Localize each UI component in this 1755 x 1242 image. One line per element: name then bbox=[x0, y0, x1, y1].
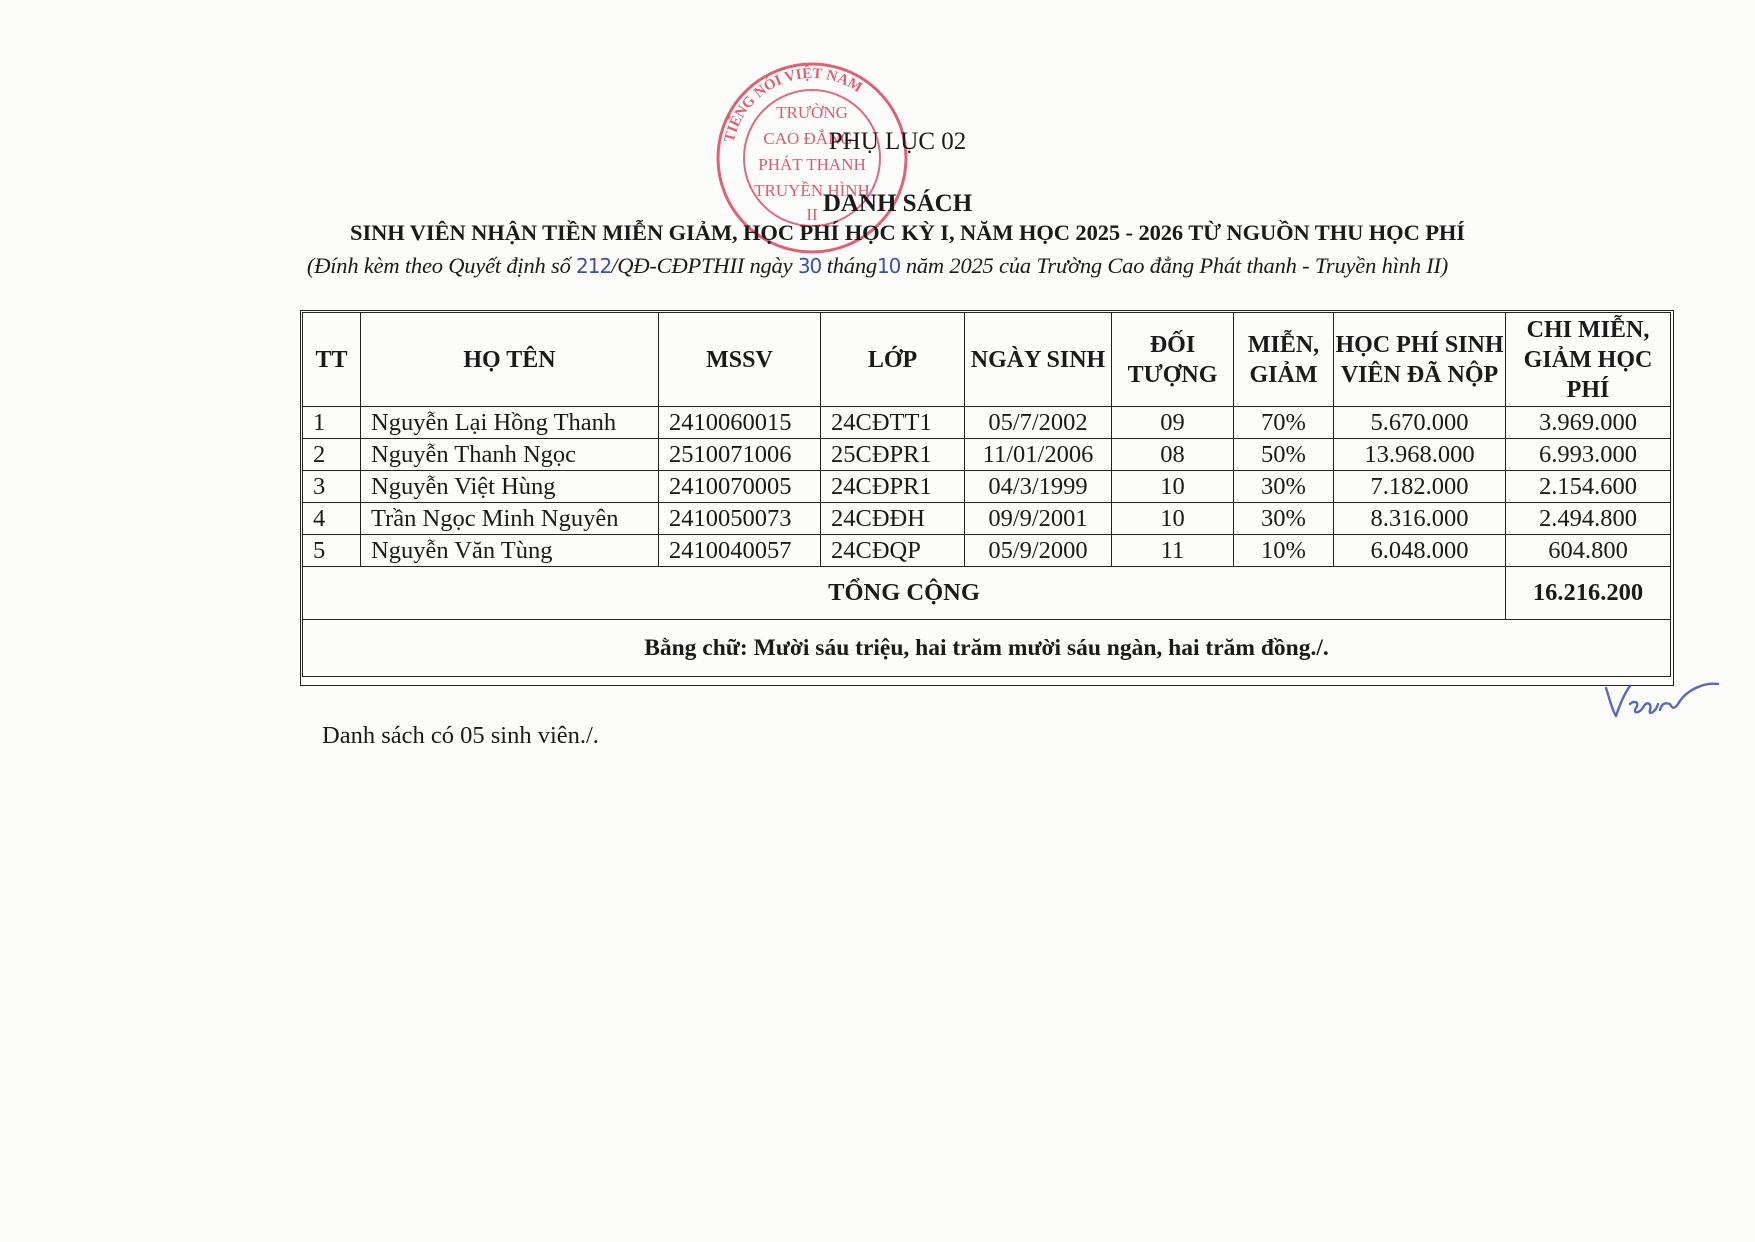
cell-class: 24CĐĐH bbox=[821, 503, 965, 535]
header-dob: NGÀY SINH bbox=[965, 313, 1112, 407]
header-refund: CHI MIỄN, GIẢM HỌC PHÍ bbox=[1506, 313, 1671, 407]
cell-tt: 5 bbox=[303, 535, 361, 567]
cell-name: Nguyễn Thanh Ngọc bbox=[361, 439, 659, 471]
cell-name: Trần Ngọc Minh Nguyên bbox=[361, 503, 659, 535]
cell-dob: 11/01/2006 bbox=[965, 439, 1112, 471]
total-value: 16.216.200 bbox=[1506, 567, 1671, 620]
attachment-close: ) bbox=[1440, 253, 1449, 278]
cell-rate: 30% bbox=[1234, 503, 1334, 535]
cell-rate: 10% bbox=[1234, 535, 1334, 567]
student-list-table bbox=[302, 312, 1671, 677]
cell-id: 2410060015 bbox=[659, 407, 821, 439]
cell-name: Nguyễn Lại Hồng Thanh bbox=[361, 407, 659, 439]
cell-id: 2410070005 bbox=[659, 471, 821, 503]
header-category: ĐỐI TƯỢNG bbox=[1112, 313, 1234, 407]
cell-name: Nguyễn Văn Tùng bbox=[361, 535, 659, 567]
cell-paid: 7.182.000 bbox=[1334, 471, 1506, 503]
appendix-label: PHỤ LỤC 02 bbox=[828, 128, 967, 155]
table-row bbox=[303, 471, 1671, 503]
svg-text:TRUYỀN HÌNH: TRUYỀN HÌNH bbox=[754, 181, 870, 200]
attachment-text-1: Đính kèm theo Quyết định số bbox=[314, 253, 577, 278]
cell-category: 10 bbox=[1112, 471, 1234, 503]
cell-tt: 1 bbox=[303, 407, 361, 439]
amount-in-words-row bbox=[303, 620, 1671, 677]
handwritten-initials bbox=[1600, 674, 1720, 724]
cell-paid: 6.048.000 bbox=[1334, 535, 1506, 567]
attachment-text-2: /QĐ-CĐPTHII ngày bbox=[611, 253, 798, 278]
attachment-note bbox=[0, 253, 1755, 279]
cell-dob: 05/7/2002 bbox=[965, 407, 1112, 439]
cell-id: 2510071006 bbox=[659, 439, 821, 471]
header-class: LỚP bbox=[821, 313, 965, 407]
cell-refund: 2.154.600 bbox=[1506, 471, 1671, 503]
cell-id: 2410050073 bbox=[659, 503, 821, 535]
cell-rate: 30% bbox=[1234, 471, 1334, 503]
cell-category: 10 bbox=[1112, 503, 1234, 535]
attachment-text-4: năm 2025 của Trường Cao đẳng Phát thanh - Truyền hình II bbox=[900, 253, 1441, 278]
total-row bbox=[303, 567, 1671, 620]
table-row bbox=[303, 439, 1671, 471]
cell-class: 25CĐPR1 bbox=[821, 439, 965, 471]
cell-paid: 8.316.000 bbox=[1334, 503, 1506, 535]
svg-text:TRƯỜNG: TRƯỜNG bbox=[776, 103, 848, 122]
cell-rate: 70% bbox=[1234, 407, 1334, 439]
table-row bbox=[303, 535, 1671, 567]
cell-dob: 05/9/2000 bbox=[965, 535, 1112, 567]
header-tt: TT bbox=[303, 313, 361, 407]
handwritten-day: 30 bbox=[797, 254, 822, 278]
document-title: DANH SÁCH bbox=[822, 190, 973, 217]
header-rate: MIỄN, GIẢM bbox=[1234, 313, 1334, 407]
cell-paid: 5.670.000 bbox=[1334, 407, 1506, 439]
table-row bbox=[303, 503, 1671, 535]
cell-tt: 4 bbox=[303, 503, 361, 535]
attachment-open: ( bbox=[306, 253, 315, 278]
handwritten-month: 10 bbox=[876, 254, 901, 278]
cell-category: 08 bbox=[1112, 439, 1234, 471]
cell-refund: 6.993.000 bbox=[1506, 439, 1671, 471]
header-paid: HỌC PHÍ SINH VIÊN ĐÃ NỘP bbox=[1334, 313, 1506, 407]
cell-name: Nguyễn Việt Hùng bbox=[361, 471, 659, 503]
cell-class: 24CĐPR1 bbox=[821, 471, 965, 503]
cell-class: 24CĐTT1 bbox=[821, 407, 965, 439]
table-row bbox=[303, 407, 1671, 439]
cell-paid: 13.968.000 bbox=[1334, 439, 1506, 471]
svg-text:CAO ĐẲNG: CAO ĐẲNG bbox=[763, 129, 853, 148]
cell-category: 09 bbox=[1112, 407, 1234, 439]
document-subtitle: SINH VIÊN NHẬN TIỀN MIỄN GIẢM, HỌC PHÍ HỌC KỲ I, NĂM HỌC 2025 - 2026 TỪ NGUỒN THU HỌC PHÍ bbox=[350, 220, 1465, 245]
cell-rate: 50% bbox=[1234, 439, 1334, 471]
cell-dob: 04/3/1999 bbox=[965, 471, 1112, 503]
cell-class: 24CĐQP bbox=[821, 535, 965, 567]
cell-category: 11 bbox=[1112, 535, 1234, 567]
cell-id: 2410040057 bbox=[659, 535, 821, 567]
cell-refund: 604.800 bbox=[1506, 535, 1671, 567]
attachment-text-3: tháng bbox=[821, 253, 877, 278]
cell-dob: 09/9/2001 bbox=[965, 503, 1112, 535]
header-name: HỌ TÊN bbox=[361, 313, 659, 407]
handwritten-decision-number: 212 bbox=[576, 254, 612, 278]
svg-text:PHÁT THANH: PHÁT THANH bbox=[758, 155, 866, 174]
svg-text:TIẾNG NÓI VIỆT NAM: TIẾNG NÓI VIỆT NAM bbox=[721, 65, 865, 145]
svg-text:II: II bbox=[806, 205, 818, 224]
cell-refund: 2.494.800 bbox=[1506, 503, 1671, 535]
cell-tt: 2 bbox=[303, 439, 361, 471]
table-header-row bbox=[303, 313, 1671, 407]
cell-tt: 3 bbox=[303, 471, 361, 503]
amount-in-words: Bằng chữ: Mười sáu triệu, hai trăm mười sáu ngàn, hai trăm đồng./. bbox=[303, 620, 1671, 677]
footnote: Danh sách có 05 sinh viên./. bbox=[322, 722, 599, 749]
header-id: MSSV bbox=[659, 313, 821, 407]
cell-refund: 3.969.000 bbox=[1506, 407, 1671, 439]
total-label: TỔNG CỘNG bbox=[303, 567, 1506, 620]
